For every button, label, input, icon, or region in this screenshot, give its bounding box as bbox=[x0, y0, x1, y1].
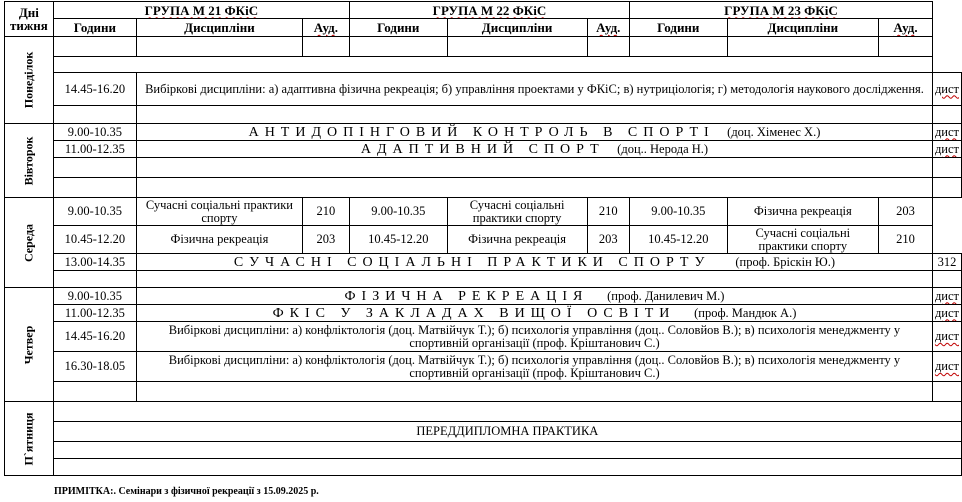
time-cell: 9.00-10.35 bbox=[53, 288, 136, 305]
room-cell: 203 bbox=[302, 226, 349, 254]
day-friday: П`ятниця bbox=[5, 402, 54, 476]
col-room: Ауд. bbox=[587, 19, 629, 37]
room-cell: дист bbox=[932, 73, 961, 106]
room-cell: 210 bbox=[587, 198, 629, 226]
group-header-m23: ГРУПА М 23 ФКіС bbox=[629, 2, 932, 19]
group-header-m21: ГРУПА М 21 ФКіС bbox=[53, 2, 349, 19]
subject-cell: ФІЗИЧНА РЕКРЕАЦІЯ (проф. Данилевич М.) bbox=[137, 288, 933, 305]
elective-cell: Вибіркові дисципліни: а) адаптивна фізична рекреація; б) управління проектами у ФКіС; в) нутриціологія; г) методологія наукового дослідження. bbox=[137, 73, 933, 106]
time-cell: 14.45-16.20 bbox=[53, 322, 136, 352]
col-discipline: Дисципліни bbox=[447, 19, 587, 37]
room-cell: 312 bbox=[932, 254, 961, 271]
col-discipline: Дисципліни bbox=[137, 19, 303, 37]
col-discipline: Дисципліни bbox=[727, 19, 878, 37]
room-cell: 203 bbox=[879, 198, 933, 226]
room-cell: дист bbox=[932, 305, 961, 322]
subject-cell: Фізична рекреація bbox=[447, 226, 587, 254]
time-cell: 9.00-10.35 bbox=[53, 198, 136, 226]
group-header-m22: ГРУПА М 22 ФКіС bbox=[349, 2, 629, 19]
time-cell: 11.00-12.35 bbox=[53, 305, 136, 322]
col-room: Ауд. bbox=[879, 19, 933, 37]
subject-cell: ФКІС У ЗАКЛАДАХ ВИЩОЇ ОСВІТИ (проф. Мандюк А.) bbox=[137, 305, 933, 322]
room-cell: 210 bbox=[879, 226, 933, 254]
room-cell: 203 bbox=[587, 226, 629, 254]
time-cell: 14.45-16.20 bbox=[53, 73, 136, 106]
day-header: Дні тижня bbox=[5, 2, 54, 37]
elective-cell: Вибіркові дисципліни: а) конфліктологія (доц. Матвійчук Т.); б) психологія управління (доц.. Соловйов В.); в) психологія менеджменту у спортивній організації (проф. Кріштанович С.) bbox=[137, 322, 933, 352]
subject-cell: Сучасні соціальні практики спорту bbox=[447, 198, 587, 226]
col-room: Ауд. bbox=[302, 19, 349, 37]
elective-cell: Вибіркові дисципліни: а) конфліктологія (доц. Матвійчук Т.); б) психологія управління (доц.. Соловйов В.); в) психологія менеджменту у спортивній організації (проф. Кріштанович С.) bbox=[137, 352, 933, 382]
col-hours: Години bbox=[53, 19, 136, 37]
time-cell: 10.45-12.20 bbox=[629, 226, 727, 254]
footnote: ПРИМІТКА:. Семінари з фізичної рекреації з 15.09.2025 р. bbox=[54, 486, 319, 497]
time-cell: 10.45-12.20 bbox=[53, 226, 136, 254]
room-cell: дист bbox=[932, 322, 961, 352]
time-cell: 9.00-10.35 bbox=[349, 198, 447, 226]
subject-cell: АНТИДОПІНГОВИЙ КОНТРОЛЬ В СПОРТІ (доц. Хіменес Х.) bbox=[137, 124, 933, 141]
room-cell: дист bbox=[932, 124, 961, 141]
schedule-table bbox=[4, 1, 962, 476]
time-cell: 11.00-12.35 bbox=[53, 141, 136, 158]
practice-cell: ПЕРЕДДИПЛОМНА ПРАКТИКА bbox=[53, 422, 961, 442]
time-cell: 9.00-10.35 bbox=[53, 124, 136, 141]
monday-empty-row bbox=[53, 57, 932, 73]
time-cell: 9.00-10.35 bbox=[629, 198, 727, 226]
col-hours: Години bbox=[349, 19, 447, 37]
room-cell: дист bbox=[932, 141, 961, 158]
time-cell: 10.45-12.20 bbox=[349, 226, 447, 254]
room-cell: дист bbox=[932, 288, 961, 305]
subject-cell: Фізична рекреація bbox=[137, 226, 303, 254]
subject-cell: Сучасні соціальні практики спорту bbox=[727, 226, 878, 254]
room-cell: 210 bbox=[302, 198, 349, 226]
col-hours: Години bbox=[629, 19, 727, 37]
subject-cell: АДАПТИВНИЙ СПОРТ (доц.. Нерода Н.) bbox=[137, 141, 933, 158]
subject-cell: Фізична рекреація bbox=[727, 198, 878, 226]
subject-cell: Сучасні соціальні практики спорту bbox=[137, 198, 303, 226]
time-cell: 13.00-14.35 bbox=[53, 254, 136, 271]
subject-cell: СУЧАСНІ СОЦІАЛЬНІ ПРАКТИКИ СПОРТУ (проф. Бріскін Ю.) bbox=[137, 254, 933, 271]
day-monday: Понеділок bbox=[5, 37, 54, 124]
day-thursday: Четвер bbox=[5, 288, 54, 402]
day-tuesday: Вівторок bbox=[5, 124, 54, 198]
day-wednesday: Середа bbox=[5, 198, 54, 288]
room-cell: дист bbox=[932, 352, 961, 382]
time-cell: 16.30-18.05 bbox=[53, 352, 136, 382]
